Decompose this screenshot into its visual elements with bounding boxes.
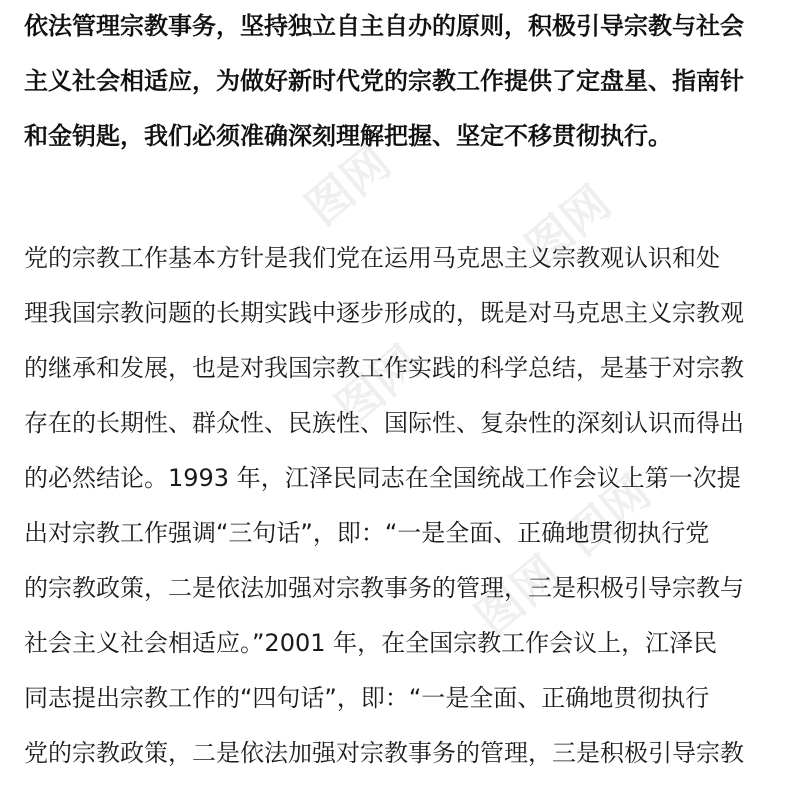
paragraph-2-line-8: 社会主义社会相适应。”2001 年，在全国宗教工作会议上，江泽民 — [24, 629, 718, 657]
paragraph-1-line-2: 主义社会相适应，为做好新时代党的宗教工作提供了定盘星、指南针 — [24, 67, 744, 95]
paragraph-1-line-3: 和金钥匙，我们必须准确深刻理解把握、坚定不移贯彻执行。 — [24, 122, 672, 150]
watermark: 图网 — [555, 465, 661, 566]
paragraph-2-line-9: 同志提出宗教工作的“四句话”，即：“一是全面、正确地贯彻执行 — [24, 684, 710, 712]
paragraph-2-line-1: 党的宗教工作基本方针是我们党在运用马克思主义宗教观认识和处 — [24, 244, 720, 272]
watermark: 图网 — [295, 135, 401, 236]
watermark: 图网 — [515, 175, 621, 276]
watermark: 图网 — [325, 335, 431, 436]
paragraph-2-line-10: 党的宗教政策，二是依法加强对宗教事务的管理，三是积极引导宗教 — [24, 739, 744, 767]
paragraph-2-line-4: 存在的长期性、群众性、民族性、国际性、复杂性的深刻认识而得出 — [24, 409, 744, 437]
paragraph-2-line-6: 出对宗教工作强调“三句话”，即：“一是全面、正确地贯彻执行党 — [24, 519, 710, 547]
watermark: 图网 — [465, 545, 571, 646]
paragraph-2-line-5: 的必然结论。1993 年，江泽民同志在全国统战工作会议上第一次提 — [24, 464, 741, 492]
paragraph-2-line-2: 理我国宗教问题的长期实践中逐步形成的，既是对马克思主义宗教观 — [24, 299, 744, 327]
paragraph-2-line-7: 的宗教政策，二是依法加强对宗教事务的管理，三是积极引导宗教与 — [24, 574, 744, 602]
paragraph-2-line-3: 的继承和发展，也是对我国宗教工作实践的科学总结，是基于对宗教 — [24, 354, 744, 382]
paragraph-1-line-1: 依法管理宗教事务，坚持独立自主自办的原则，积极引导宗教与社会 — [24, 12, 744, 40]
